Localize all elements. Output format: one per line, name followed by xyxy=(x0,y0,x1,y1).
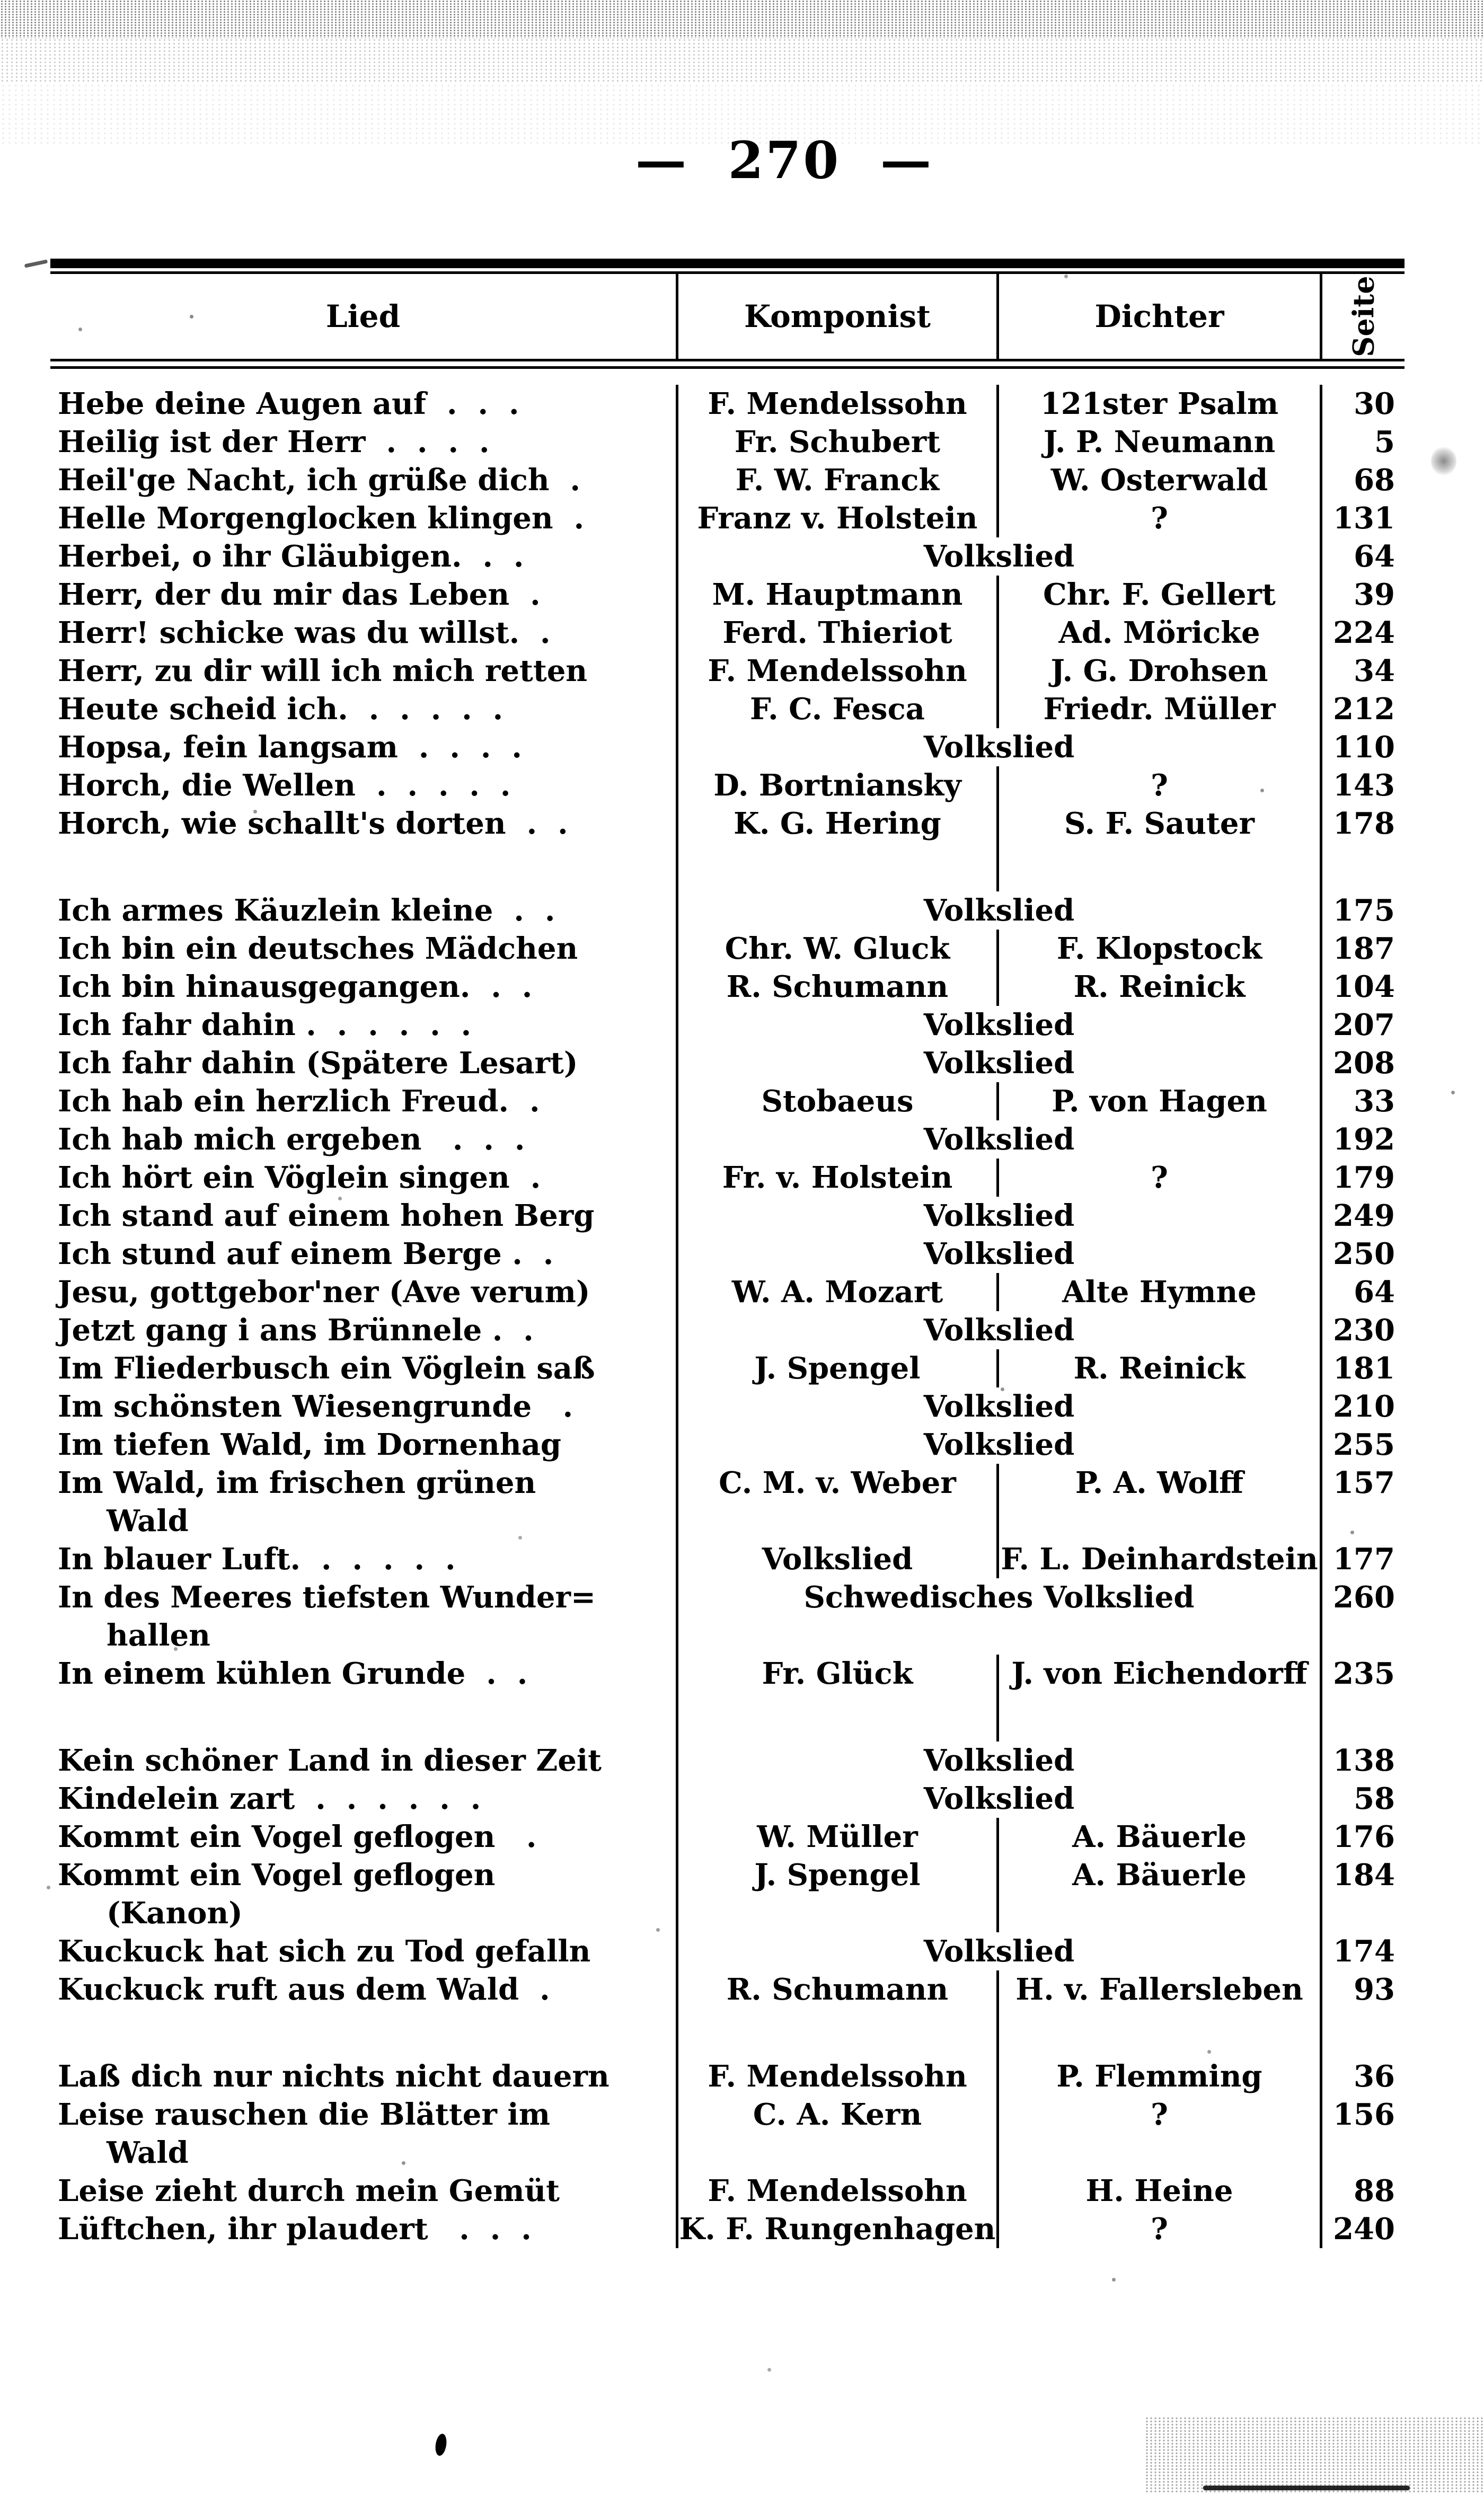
column-header-lied: Lied xyxy=(50,274,678,359)
poet-cell: ? xyxy=(999,2096,1322,2172)
poet-cell: 121ster Psalm xyxy=(999,385,1322,423)
composer-cell: Fr. Schubert xyxy=(678,423,999,461)
poet-cell: F. Klopstock xyxy=(999,930,1322,968)
song-title-continuation: (Kanon) xyxy=(107,1896,243,1931)
composer-cell: F. Mendelssohn xyxy=(678,2057,999,2096)
poet-cell: P. Flemming xyxy=(999,2057,1322,2096)
table-row xyxy=(50,1741,1404,1780)
poet-cell: S. F. Sauter xyxy=(999,805,1322,843)
song-title: Im tiefen Wald, im Dornenhag xyxy=(58,1427,562,1462)
song-title-cell xyxy=(50,1578,678,1655)
table-row xyxy=(50,1578,1404,1655)
table-row xyxy=(50,1856,1404,1932)
song-title: Helle Morgenglocken klingen . xyxy=(58,501,585,536)
song-title: Lüftchen, ihr plaudert . . . xyxy=(58,2212,532,2247)
song-title-cell xyxy=(50,537,678,576)
composer-poet-span-cell: Volkslied xyxy=(678,1006,1322,1044)
gap-cell xyxy=(678,2009,999,2057)
composer-poet-span-cell: Volkslied xyxy=(678,1120,1322,1159)
song-title: In einem kühlen Grunde . . xyxy=(58,1656,528,1691)
song-title-cell xyxy=(50,891,678,930)
song-title: Ich hört ein Vöglein singen . xyxy=(58,1160,541,1195)
page-ref-cell: 34 xyxy=(1354,653,1395,688)
column-header-dichter: Dichter xyxy=(999,274,1322,359)
table-row xyxy=(50,1159,1404,1197)
song-title-continuation: Wald xyxy=(107,2135,189,2170)
song-title-cell xyxy=(50,1349,678,1387)
composer-poet-span-cell: Volkslied xyxy=(678,1044,1322,1082)
song-title: Jesu, gottgebor'ner (Ave verum) xyxy=(58,1275,590,1310)
song-title-cell xyxy=(50,1006,678,1044)
song-title-cell xyxy=(50,461,678,499)
composer-cell: Chr. W. Gluck xyxy=(678,930,999,968)
song-title: In blauer Luft. . . . . . xyxy=(58,1542,456,1577)
song-title: Kein schöner Land in dieser Zeit xyxy=(58,1743,602,1778)
song-title-cell xyxy=(50,1741,678,1780)
poet-cell: Friedr. Müller xyxy=(999,690,1322,728)
poet-cell: H. Heine xyxy=(999,2172,1322,2210)
song-title-cell xyxy=(50,2210,678,2248)
page-ref-cell: 156 xyxy=(1333,2097,1395,2132)
song-title: Ich stand auf einem hohen Berg xyxy=(58,1198,595,1233)
gap-cell xyxy=(50,1693,678,1741)
composer-poet-span-cell: Schwedisches Volkslied xyxy=(678,1578,1322,1655)
page-ref-cell: 250 xyxy=(1333,1236,1395,1271)
song-title: Herr, zu dir will ich mich retten xyxy=(58,653,588,688)
composer-poet-span-cell: Volkslied xyxy=(678,1235,1322,1273)
gap-cell xyxy=(999,843,1322,891)
page-ref-cell: 93 xyxy=(1354,1972,1395,2007)
composer-poet-span-cell: Volkslied xyxy=(678,1197,1322,1235)
song-title: Heilig ist der Herr . . . . xyxy=(58,425,490,459)
song-title-cell xyxy=(50,930,678,968)
song-title-cell xyxy=(50,1856,678,1932)
scan-specks xyxy=(0,0,2,2)
page-ref-cell: 207 xyxy=(1333,1007,1395,1042)
composer-cell: K. F. Rungenhagen xyxy=(678,2210,999,2248)
table-row xyxy=(50,1655,1404,1693)
page-ref-cell: 184 xyxy=(1333,1858,1395,1893)
page-ref-cell: 36 xyxy=(1354,2059,1395,2094)
page-ref-cell: 175 xyxy=(1333,893,1395,928)
page-ref-cell: 208 xyxy=(1333,1046,1395,1081)
column-header-seite: Seite xyxy=(1346,276,1381,357)
page-ref-cell: 235 xyxy=(1333,1656,1395,1691)
composer-cell: Fr. v. Holstein xyxy=(678,1159,999,1197)
table-top-rule xyxy=(50,259,1404,268)
table-row xyxy=(50,1349,1404,1387)
song-title-cell xyxy=(50,2057,678,2096)
page-ref-cell: 5 xyxy=(1374,425,1395,459)
table-row xyxy=(50,1426,1404,1464)
composer-cell: Stobaeus xyxy=(678,1082,999,1120)
poet-cell: P. A. Wolff xyxy=(999,1464,1322,1540)
page-ref-cell: 88 xyxy=(1354,2173,1395,2208)
song-title-cell xyxy=(50,499,678,537)
page-ref-cell: 255 xyxy=(1333,1427,1395,1462)
table-row xyxy=(50,1082,1404,1120)
composer-cell: J. Spengel xyxy=(678,1856,999,1932)
table-row xyxy=(50,499,1404,537)
scan-noise-top xyxy=(0,38,1484,83)
song-title-cell xyxy=(50,423,678,461)
table-row xyxy=(50,1464,1404,1540)
table-row xyxy=(50,423,1404,461)
table-row xyxy=(50,1044,1404,1082)
song-title-cell xyxy=(50,1044,678,1082)
composer-cell: C. M. v. Weber xyxy=(678,1464,999,1540)
composer-cell: Volkslied xyxy=(678,1540,999,1578)
composer-cell: F. W. Franck xyxy=(678,461,999,499)
poet-cell: ? xyxy=(999,499,1322,537)
page-ref-cell: 104 xyxy=(1333,969,1395,1004)
song-title-cell xyxy=(50,728,678,766)
table-row xyxy=(50,1932,1404,1970)
poet-cell: J. von Eichendorff xyxy=(999,1655,1322,1693)
table-row xyxy=(50,891,1404,930)
page-ref-cell: 157 xyxy=(1333,1465,1395,1500)
song-title-cell xyxy=(50,1082,678,1120)
poet-cell: H. v. Fallersleben xyxy=(999,1970,1322,2009)
table-row xyxy=(50,1311,1404,1349)
gap-cell xyxy=(50,843,678,891)
song-title: Ich stund auf einem Berge . . xyxy=(58,1236,554,1271)
page-ref-cell: 131 xyxy=(1333,501,1395,536)
song-title-cell xyxy=(50,1235,678,1273)
gap-cell xyxy=(678,843,999,891)
page-number: — 270 — xyxy=(635,130,934,190)
song-title: Herbei, o ihr Gläubigen. . . xyxy=(58,539,524,574)
poet-cell: Ad. Möricke xyxy=(999,614,1322,652)
song-title: Kommt ein Vogel geflogen xyxy=(58,1858,496,1893)
song-title-cell xyxy=(50,652,678,690)
table-row xyxy=(50,930,1404,968)
scan-artifact-blob xyxy=(434,2433,448,2457)
composer-poet-span-cell: Volkslied xyxy=(678,1932,1322,1970)
song-title: Jetzt gang i ans Brünnele . . xyxy=(58,1313,534,1348)
table-row xyxy=(50,385,1404,423)
composer-cell: M. Hauptmann xyxy=(678,576,999,614)
gap-cell xyxy=(1322,1693,1404,1741)
poet-cell: ? xyxy=(999,766,1322,805)
column-header-komponist: Komponist xyxy=(678,274,999,359)
page-ref-cell: 178 xyxy=(1333,806,1395,841)
poet-cell: J. G. Drohsen xyxy=(999,652,1322,690)
composer-poet-span-cell: Volkslied xyxy=(678,1311,1322,1349)
table-header-row xyxy=(50,274,1404,359)
song-title-cell xyxy=(50,385,678,423)
page-ref-cell: 192 xyxy=(1333,1122,1395,1157)
song-title: Leise rauschen die Blätter im xyxy=(58,2097,550,2132)
table-row xyxy=(50,1387,1404,1426)
song-title: Heil'ge Nacht, ich grüße dich . xyxy=(58,463,581,498)
table-row xyxy=(50,1197,1404,1235)
song-title-cell xyxy=(50,1780,678,1818)
scan-artifact-dash xyxy=(24,260,48,268)
page-ref-cell: 30 xyxy=(1354,386,1395,421)
page-ref-cell: 68 xyxy=(1354,463,1395,498)
page-ref-cell: 39 xyxy=(1354,577,1395,612)
song-title-cell xyxy=(50,805,678,843)
song-title: Kuckuck hat sich zu Tod gefalln xyxy=(58,1934,591,1969)
song-title: Im Fliederbusch ein Vöglein saß xyxy=(58,1351,595,1386)
page-ref-cell: 181 xyxy=(1333,1351,1395,1386)
scan-artifact-smudge xyxy=(1431,446,1456,476)
poet-cell: R. Reinick xyxy=(999,968,1322,1006)
composer-cell: F. Mendelssohn xyxy=(678,652,999,690)
poet-cell: Chr. F. Gellert xyxy=(999,576,1322,614)
composer-cell: F. Mendelssohn xyxy=(678,2172,999,2210)
song-title: Hopsa, fein langsam . . . . xyxy=(58,730,522,765)
song-title: Horch, wie schallt's dorten . . xyxy=(58,806,568,841)
page-ref-cell: 179 xyxy=(1333,1160,1395,1195)
table-row xyxy=(50,2210,1404,2248)
song-title: Horch, die Wellen . . . . . xyxy=(58,768,511,803)
song-title-cell xyxy=(50,1818,678,1856)
gap-cell xyxy=(999,2009,1322,2057)
song-title-cell xyxy=(50,1655,678,1693)
page-ref-cell: 177 xyxy=(1333,1542,1395,1577)
song-index-table xyxy=(50,259,1404,2248)
table-row xyxy=(50,1120,1404,1159)
song-title: Ich hab mich ergeben . . . xyxy=(58,1122,525,1157)
song-title-cell xyxy=(50,614,678,652)
page-ref-cell: 64 xyxy=(1354,1275,1395,1310)
page-ref-cell: 224 xyxy=(1333,615,1395,650)
poet-cell: R. Reinick xyxy=(999,1349,1322,1387)
song-title: Heute scheid ich. . . . . . xyxy=(58,692,504,727)
song-title: Kindelein zart . . . . . . xyxy=(58,1781,481,1816)
page-ref-cell: 64 xyxy=(1354,539,1395,574)
table-row xyxy=(50,652,1404,690)
song-title: Kommt ein Vogel geflogen . xyxy=(58,1819,537,1854)
table-row xyxy=(50,1273,1404,1311)
table-row xyxy=(50,614,1404,652)
table-row xyxy=(50,728,1404,766)
song-title-cell xyxy=(50,2096,678,2172)
song-title: Hebe deine Augen auf . . . xyxy=(58,386,519,421)
song-title-cell xyxy=(50,766,678,805)
song-title: Im Wald, im frischen grünen xyxy=(58,1465,536,1500)
page-ref-cell: 240 xyxy=(1333,2212,1395,2247)
section-gap xyxy=(50,1693,1404,1741)
table-row xyxy=(50,690,1404,728)
song-title: Herr! schicke was du willst. . xyxy=(58,615,551,650)
composer-cell: F. C. Fesca xyxy=(678,690,999,728)
song-title: Herr, der du mir das Leben . xyxy=(58,577,541,612)
poet-cell: A. Bäuerle xyxy=(999,1818,1322,1856)
composer-cell: W. Müller xyxy=(678,1818,999,1856)
poet-cell: ? xyxy=(999,1159,1322,1197)
composer-cell: J. Spengel xyxy=(678,1349,999,1387)
composer-poet-span-cell: Volkslied xyxy=(678,537,1322,576)
page-ref-cell: 212 xyxy=(1333,692,1395,727)
page-ref-cell: 138 xyxy=(1333,1743,1395,1778)
composer-poet-span-cell: Volkslied xyxy=(678,1741,1322,1780)
table-row xyxy=(50,576,1404,614)
table-row xyxy=(50,2172,1404,2210)
gap-cell xyxy=(678,1693,999,1741)
section-gap xyxy=(50,843,1404,891)
composer-poet-span-cell: Volkslied xyxy=(678,1387,1322,1426)
page-ref-cell: 249 xyxy=(1333,1198,1395,1233)
table-row xyxy=(50,805,1404,843)
song-title: Ich bin hinausgegangen. . . xyxy=(58,969,533,1004)
poet-cell: F. L. Deinhardstein xyxy=(999,1540,1322,1578)
song-title-cell xyxy=(50,1159,678,1197)
song-title: Ich fahr dahin . . . . . . xyxy=(58,1007,472,1042)
composer-cell: K. G. Hering xyxy=(678,805,999,843)
composer-poet-span-cell: Volkslied xyxy=(678,1780,1322,1818)
song-title-cell xyxy=(50,1120,678,1159)
table-row xyxy=(50,1818,1404,1856)
song-title-continuation: hallen xyxy=(107,1618,210,1653)
table-row xyxy=(50,1235,1404,1273)
poet-cell: Alte Hymne xyxy=(999,1273,1322,1311)
composer-cell: R. Schumann xyxy=(678,968,999,1006)
song-title-continuation: Wald xyxy=(107,1504,189,1539)
song-title: Ich hab ein herzlich Freud. . xyxy=(58,1084,540,1119)
song-title-cell xyxy=(50,690,678,728)
composer-poet-span-cell: Volkslied xyxy=(678,1426,1322,1464)
poet-cell: ? xyxy=(999,2210,1322,2248)
composer-cell: W. A. Mozart xyxy=(678,1273,999,1311)
poet-cell: A. Bäuerle xyxy=(999,1856,1322,1932)
song-title: Ich armes Käuzlein kleine . . xyxy=(58,893,555,928)
page-ref-cell: 260 xyxy=(1333,1580,1395,1615)
table-row xyxy=(50,1780,1404,1818)
song-title-cell xyxy=(50,1970,678,2009)
song-title-cell xyxy=(50,1273,678,1311)
poet-cell: J. P. Neumann xyxy=(999,423,1322,461)
page-ref-cell: 176 xyxy=(1333,1819,1395,1854)
poet-cell: P. von Hagen xyxy=(999,1082,1322,1120)
page-ref-cell: 58 xyxy=(1354,1781,1395,1816)
song-title: Ich fahr dahin (Spätere Lesart) xyxy=(58,1046,578,1081)
scan-artifact-line xyxy=(1203,2486,1410,2490)
composer-cell: Ferd. Thieriot xyxy=(678,614,999,652)
song-title-cell xyxy=(50,2172,678,2210)
page-ref-cell: 174 xyxy=(1333,1934,1395,1969)
composer-cell: R. Schumann xyxy=(678,1970,999,2009)
composer-cell: C. A. Kern xyxy=(678,2096,999,2172)
composer-poet-span-cell: Volkslied xyxy=(678,891,1322,930)
composer-cell: Fr. Glück xyxy=(678,1655,999,1693)
gap-cell xyxy=(50,2009,678,2057)
page-ref-cell: 230 xyxy=(1333,1313,1395,1348)
page-ref-cell: 187 xyxy=(1333,931,1395,966)
poet-cell: W. Osterwald xyxy=(999,461,1322,499)
composer-cell: D. Bortniansky xyxy=(678,766,999,805)
song-title-cell xyxy=(50,1311,678,1349)
table-body xyxy=(50,369,1404,2248)
song-title-cell xyxy=(50,1932,678,1970)
composer-poet-span-cell: Volkslied xyxy=(678,728,1322,766)
table-row xyxy=(50,2096,1404,2172)
table-row xyxy=(50,1970,1404,2009)
table-row xyxy=(50,2057,1404,2096)
song-title: Kuckuck ruft aus dem Wald . xyxy=(58,1972,550,2007)
song-title-cell xyxy=(50,1540,678,1578)
song-title-cell xyxy=(50,1197,678,1235)
gap-cell xyxy=(1322,2009,1404,2057)
table-row xyxy=(50,1006,1404,1044)
page-ref-cell: 110 xyxy=(1333,730,1395,765)
gap-cell xyxy=(999,1693,1322,1741)
song-title: Leise zieht durch mein Gemüt xyxy=(58,2173,560,2208)
gap-cell xyxy=(1322,843,1404,891)
song-title: Im schönsten Wiesengrunde . xyxy=(58,1389,573,1424)
scan-noise-bottom-right xyxy=(1145,2417,1484,2493)
song-title: Laß dich nur nichts nicht dauern xyxy=(58,2059,610,2094)
page-ref-cell: 210 xyxy=(1333,1389,1395,1424)
composer-cell: F. Mendelssohn xyxy=(678,385,999,423)
scan-noise-top xyxy=(0,0,1484,38)
composer-cell: Franz v. Holstein xyxy=(678,499,999,537)
song-title-cell xyxy=(50,1464,678,1540)
table-row xyxy=(50,968,1404,1006)
section-gap xyxy=(50,2009,1404,2057)
table-row xyxy=(50,766,1404,805)
table-row xyxy=(50,537,1404,576)
page-ref-cell: 143 xyxy=(1333,768,1395,803)
song-title-cell xyxy=(50,1426,678,1464)
song-title: Ich bin ein deutsches Mädchen xyxy=(58,931,578,966)
song-title-cell xyxy=(50,1387,678,1426)
page-ref-cell: 33 xyxy=(1354,1084,1395,1119)
song-title-cell xyxy=(50,968,678,1006)
table-row xyxy=(50,1540,1404,1578)
song-title: In des Meeres tiefsten Wunder= xyxy=(58,1580,596,1615)
table-row xyxy=(50,461,1404,499)
song-title-cell xyxy=(50,576,678,614)
